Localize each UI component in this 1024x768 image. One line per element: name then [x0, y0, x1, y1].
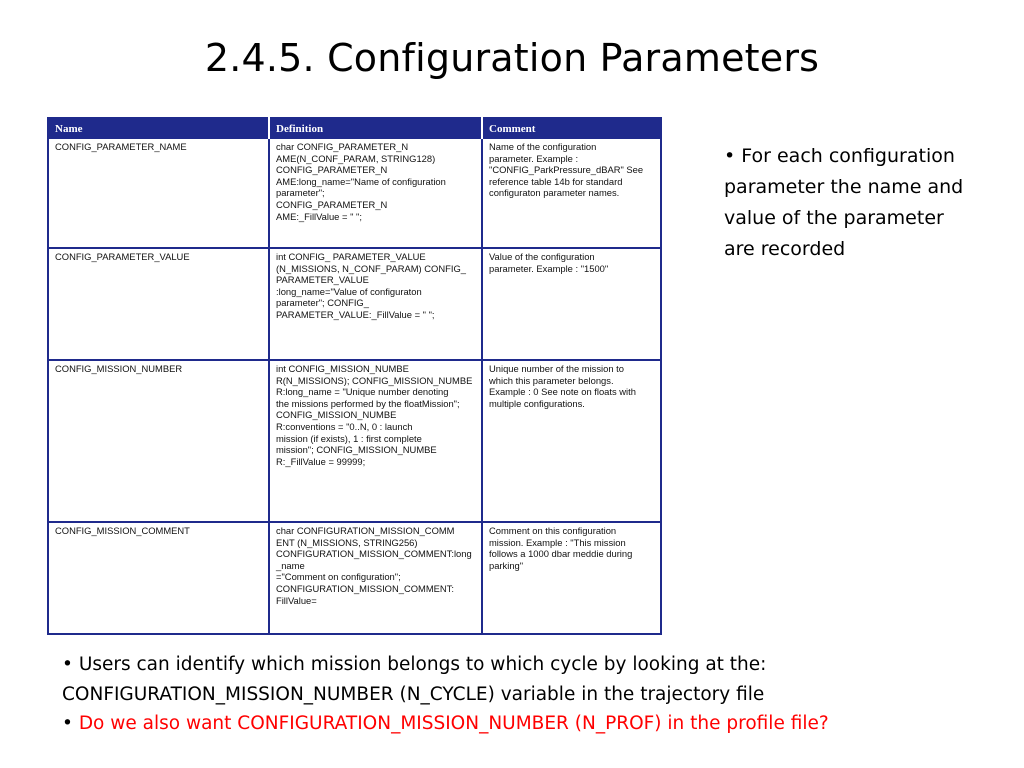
- bottom-notes: [62, 650, 1002, 739]
- bottom-note-line-1: [62, 650, 1002, 680]
- cell-comment: Name of the configuration parameter. Example : "CONFIG_ParkPressure_dBAR" See reference table 14b for standard configuraton parameter names.: [482, 139, 661, 248]
- cell-definition: int CONFIG_MISSION_NUMBE R(N_MISSIONS); CONFIG_MISSION_NUMBE R:long_name = "Unique number denoting the missions performed by the floatMission"; CONFIG_MISSION_NUMBE R:conventions = "0..N, 0 : launch mission (if exists), 1 : first complete mission"; CONFIG_MISSION_NUMBE R:_FillValue = 99999;: [269, 360, 482, 522]
- slide-title: 2.4.5. Configuration Parameters: [204, 36, 820, 80]
- table-row: [48, 248, 661, 360]
- side-note-text: For each configuration parameter the name and value of the parameter are recorded: [724, 145, 964, 260]
- bottom-note-line-3: [62, 709, 1002, 739]
- table-row: [48, 522, 661, 634]
- cell-comment: Unique number of the mission to which this parameter belongs. Example : 0 See note on floats with multiple configurations.: [482, 360, 661, 522]
- cell-name: CONFIG_PARAMETER_NAME: [48, 139, 269, 248]
- bullet-icon: •: [62, 713, 73, 734]
- cell-name: CONFIG_MISSION_COMMENT: [48, 522, 269, 634]
- cell-comment: Value of the configuration parameter. Example : "1500": [482, 248, 661, 360]
- cell-comment: Comment on this configuration mission. Example : "This mission follows a 1000 dbar meddie during parking": [482, 522, 661, 634]
- cell-name: CONFIG_MISSION_NUMBER: [48, 360, 269, 522]
- bottom-note-line-2: CONFIGURATION_MISSION_NUMBER (N_CYCLE) variable in the trajectory file: [62, 683, 765, 705]
- table-header-row: [48, 118, 661, 139]
- side-bullet-note: [724, 141, 964, 265]
- bullet-icon: •: [62, 654, 73, 675]
- header-comment: Comment: [482, 118, 661, 139]
- config-parameters-table: [47, 117, 660, 626]
- cell-definition: int CONFIG_ PARAMETER_VALUE (N_MISSIONS, N_CONF_PARAM) CONFIG_ PARAMETER_VALUE :long_name="Value of configuraton parameter"; CONFIG_ PARAMETER_VALUE:_FillValue = " ";: [269, 248, 482, 360]
- table-row: [48, 139, 661, 248]
- parameters-table: [47, 117, 662, 635]
- cell-definition: char CONFIGURATION_MISSION_COMM ENT (N_MISSIONS, STRING256) CONFIGURATION_MISSION_COMMENT:long _name ="Comment on configuration"; CONFIGURATION_MISSION_COMMENT: FillValue=: [269, 522, 482, 634]
- table-row: [48, 360, 661, 522]
- bottom-note-question: Do we also want CONFIGURATION_MISSION_NUMBER (N_PROF) in the profile file?: [78, 713, 829, 734]
- cell-name: CONFIG_PARAMETER_VALUE: [48, 248, 269, 360]
- header-name: Name: [48, 118, 269, 139]
- cell-definition: char CONFIG_PARAMETER_N AME(N_CONF_PARAM, STRING128) CONFIG_PARAMETER_N AME:long_name="Name of configuration parameter"; CONFIG_PARAMETER_N AME:_FillValue = " ";: [269, 139, 482, 248]
- bullet-icon: •: [724, 145, 736, 167]
- header-definition: Definition: [269, 118, 482, 139]
- bottom-note-text-1: Users can identify which mission belongs to which cycle by looking at the:: [78, 654, 767, 675]
